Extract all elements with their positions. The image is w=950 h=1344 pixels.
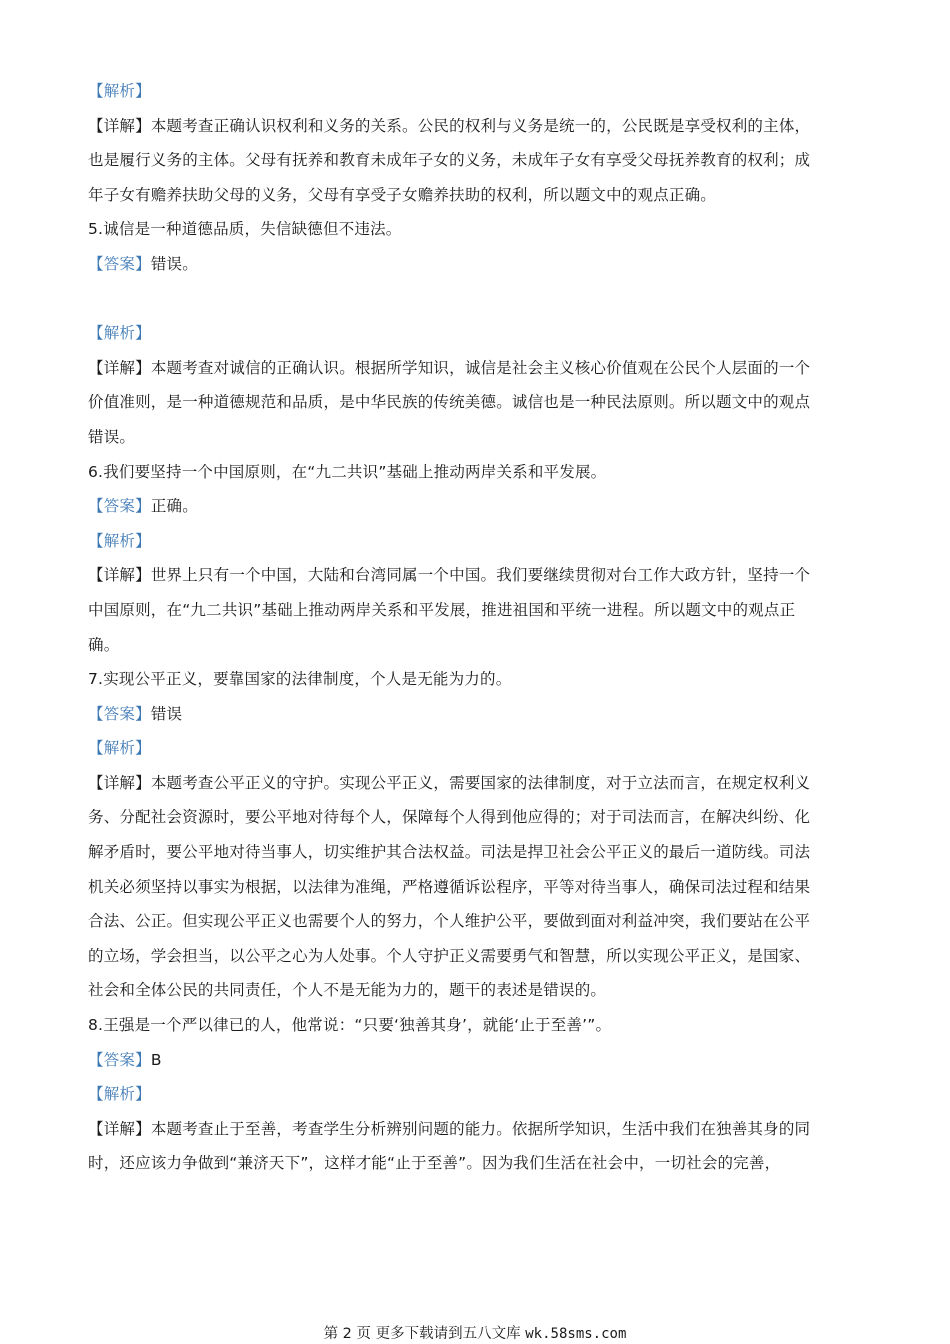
answer-line — [88, 247, 863, 282]
analysis-label: 【解析】 — [88, 531, 151, 550]
detail-label: 【详解】 — [88, 773, 151, 792]
detail-line: 的立场，学会担当，以公平之心为人处事。个人守护正义需要勇气和智慧，所以实现公平正义，是国家、 — [88, 946, 811, 965]
answer-line — [88, 489, 863, 524]
analysis-label: 【解析】 — [88, 739, 151, 758]
footer-text: 更多下载请到五八文库 — [375, 1326, 521, 1342]
detail-line: 也是履行义务的主体。父母有抚养和教育未成年子女的义务，未成年子女有享受父母抚养教育的权利；成 — [88, 151, 811, 170]
detail-label: 【详解】 — [88, 358, 151, 377]
analysis-label: 【解析】 — [88, 1085, 151, 1104]
answer-label: 【答案】 — [88, 497, 151, 516]
answer-value: B — [150, 1050, 162, 1069]
detail-label: 【详解】 — [88, 1119, 151, 1138]
analysis-label: 【解析】 — [88, 82, 151, 100]
detail-line: 机关必须坚持以事实为根据，以法律为准绳，严格遵循诉讼程序，平等对待当事人，确保司法过程和结果 — [88, 877, 811, 896]
answer-value: 错误 — [150, 704, 183, 723]
answer-line — [88, 1043, 863, 1078]
analysis-label: 【解析】 — [88, 324, 151, 343]
detail-line: 【详解】本题考查公平正义的守护。实现公平正义，需要国家的法律制度，对于立法而言，在规定权利义 — [88, 773, 811, 792]
question-6: 6.我们要坚持一个中国原则，在“九二共识”基础上推动两岸关系和平发展。 — [88, 462, 607, 481]
answer-label: 【答案】 — [88, 704, 151, 723]
detail-line: 时，还应该力争做到“兼济天下”，这样才能“止于至善”。因为我们生活在社会中，一切社会的完善， — [88, 1154, 781, 1173]
question-5: 5.诚信是一种道德品质，失信缺德但不违法。 — [88, 220, 402, 239]
detail-line: 社会和全体公民的共同责任，个人不是无能为力的，题干的表述是错误的。 — [88, 981, 607, 1000]
detail-line: 中国原则，在“九二共识”基础上推动两岸关系和平发展，推进祖国和平统一进程。所以题文中的观点正 — [88, 600, 796, 619]
answer-label: 【答案】 — [88, 254, 151, 273]
question-7: 7.实现公平正义，要靠国家的法律制度，个人是无能为力的。 — [88, 670, 512, 689]
footer-site-link[interactable]: wk.58sms.com — [525, 1326, 627, 1342]
detail-label: 【详解】 — [88, 116, 151, 135]
detail-line: 解矛盾时，要公平地对待当事人，切实维护其合法权益。司法是捍卫社会公平正义的最后一道防线。司法 — [88, 843, 811, 862]
document-page — [88, 74, 863, 1181]
detail-line: 年子女有赡养扶助父母的义务，父母有享受子女赡养扶助的权利，所以题文中的观点正确。 — [88, 185, 717, 204]
answer-value: 错误。 — [150, 254, 198, 273]
detail-line: 【详解】本题考查对诚信的正确认识。根据所学知识，诚信是社会主义核心价值观在公民个人层面的一个 — [88, 358, 811, 377]
answer-label: 【答案】 — [88, 1050, 151, 1069]
detail-line: 错误。 — [88, 427, 136, 446]
detail-line: 务、分配社会资源时，要公平地对待每个人，保障每个人得到他应得的；对于司法而言，在解决纠纷、化 — [88, 808, 811, 827]
detail-line: 价值准则，是一种道德规范和品质，是中华民族的传统美德。诚信也是一种民法原则。所以题文中的观点 — [88, 393, 811, 412]
detail-label: 【详解】 — [88, 566, 151, 585]
detail-line: 【详解】本题考查止于至善，考查学生分析辨别问题的能力。依据所学知识，生活中我们在独善其身的同 — [88, 1119, 811, 1138]
spacer — [88, 282, 863, 317]
detail-line: 【详解】世界上只有一个中国，大陆和台湾同属一个中国。我们要继续贯彻对台工作大政方针，坚持一个 — [88, 566, 811, 585]
page-footer — [0, 1322, 950, 1343]
detail-line: 合法、公正。但实现公平正义也需要个人的努力，个人维护公平，要做到面对利益冲突，我们要站在公平 — [88, 912, 811, 931]
question-8: 8.王强是一个严以律已的人，他常说：“只要‘独善其身’，就能‘止于至善’”。 — [88, 1016, 612, 1035]
detail-line: 确。 — [88, 635, 120, 654]
answer-value: 正确。 — [150, 497, 198, 516]
answer-line — [88, 697, 863, 732]
page-number: 第 2 页 — [323, 1326, 372, 1342]
detail-line: 【详解】本题考查正确认识权利和义务的关系。公民的权利与义务是统一的，公民既是享受权利的主体， — [88, 116, 811, 135]
